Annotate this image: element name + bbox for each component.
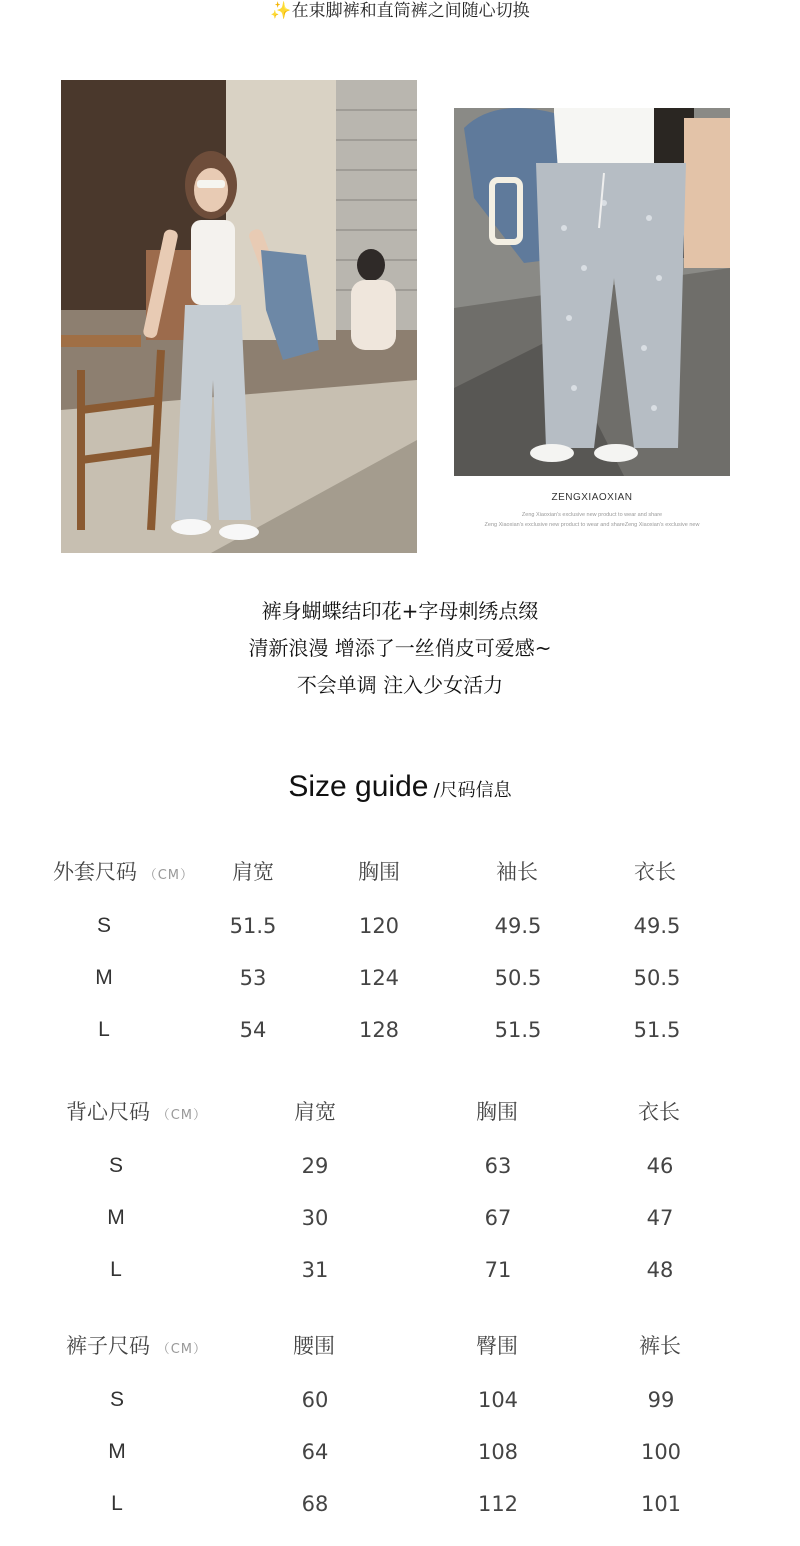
vest-s-chest: 63 bbox=[484, 1154, 512, 1178]
jacket-m-length: 50.5 bbox=[633, 966, 681, 990]
jacket-m-sleeve: 50.5 bbox=[494, 966, 542, 990]
top-caption: ✨在束脚裤和直筒裤之间随心切换 bbox=[270, 1, 530, 21]
vest-label-text: 背心尺码 bbox=[66, 1100, 150, 1124]
size-guide-title-cn: /尺码信息 bbox=[433, 780, 512, 801]
pants-l-hip: 112 bbox=[477, 1492, 519, 1516]
jacket-header-chest: 胸围 bbox=[358, 860, 400, 884]
description-line-3: 不会单调 注入少女活力 bbox=[296, 673, 504, 697]
product-photo-cafe bbox=[61, 80, 417, 553]
jacket-s-chest: 120 bbox=[358, 914, 400, 938]
jacket-size-l: L bbox=[98, 1018, 110, 1041]
pants-l-waist: 68 bbox=[301, 1492, 329, 1516]
jacket-l-chest: 128 bbox=[358, 1018, 400, 1042]
description-line-2: 清新浪漫 增添了一丝俏皮可爱感~ bbox=[248, 636, 552, 660]
jacket-s-shoulder: 51.5 bbox=[229, 914, 277, 938]
pants-header-waist: 腰围 bbox=[293, 1334, 335, 1358]
pants-s-length: 99 bbox=[647, 1388, 675, 1412]
pants-size-m: M bbox=[108, 1440, 126, 1463]
vest-l-length: 48 bbox=[646, 1258, 674, 1282]
jacket-unit: （CM） bbox=[143, 868, 194, 883]
vest-l-shoulder: 31 bbox=[301, 1258, 329, 1282]
description-line-1: 裤身蝴蝶结印花+字母刺绣点缀 bbox=[261, 599, 539, 623]
pants-s-waist: 60 bbox=[301, 1388, 329, 1412]
jacket-table-label bbox=[53, 856, 194, 886]
pants-m-hip: 108 bbox=[477, 1440, 519, 1464]
pants-l-length: 101 bbox=[640, 1492, 682, 1516]
jacket-size-s: S bbox=[96, 914, 111, 937]
vest-m-shoulder: 30 bbox=[301, 1206, 329, 1230]
vest-header-shoulder: 肩宽 bbox=[294, 1100, 336, 1124]
product-photo-detail bbox=[454, 108, 730, 476]
vest-size-m: M bbox=[107, 1206, 125, 1229]
size-guide-title bbox=[0, 770, 800, 804]
vest-size-l: L bbox=[110, 1258, 122, 1281]
brand-name: ZENGXIAOXIAN bbox=[551, 492, 633, 503]
jacket-header-length: 衣长 bbox=[634, 860, 676, 884]
vest-header-length: 衣长 bbox=[638, 1100, 680, 1124]
jacket-m-chest: 124 bbox=[358, 966, 400, 990]
vest-s-shoulder: 29 bbox=[301, 1154, 329, 1178]
pants-m-length: 100 bbox=[640, 1440, 682, 1464]
jacket-header-shoulder: 肩宽 bbox=[232, 860, 274, 884]
pants-label-text: 裤子尺码 bbox=[66, 1334, 150, 1358]
brand-tagline-1: Zeng Xiaoxian's exclusive new product to wear and share bbox=[521, 512, 663, 518]
pants-m-waist: 64 bbox=[301, 1440, 329, 1464]
pants-s-hip: 104 bbox=[477, 1388, 519, 1412]
brand-tagline-2: Zeng Xiaoxian's exclusive new product to wear and shareZeng Xiaoxian's exclusive new bbox=[484, 522, 700, 528]
jacket-l-shoulder: 54 bbox=[239, 1018, 267, 1042]
jacket-size-m: M bbox=[95, 966, 113, 989]
pants-unit: （CM） bbox=[156, 1342, 207, 1357]
jacket-label-text: 外套尺码 bbox=[53, 860, 137, 884]
jacket-l-length: 51.5 bbox=[633, 1018, 681, 1042]
vest-m-chest: 67 bbox=[484, 1206, 512, 1230]
jacket-m-shoulder: 53 bbox=[239, 966, 267, 990]
vest-header-chest: 胸围 bbox=[476, 1100, 518, 1124]
jacket-header-sleeve: 袖长 bbox=[496, 860, 538, 884]
jacket-s-length: 49.5 bbox=[633, 914, 681, 938]
jacket-l-sleeve: 51.5 bbox=[494, 1018, 542, 1042]
vest-unit: （CM） bbox=[156, 1108, 207, 1123]
jacket-s-sleeve: 49.5 bbox=[494, 914, 542, 938]
pants-size-s: S bbox=[109, 1388, 124, 1411]
pants-size-l: L bbox=[111, 1492, 123, 1515]
pants-table-label bbox=[66, 1330, 207, 1360]
vest-l-chest: 71 bbox=[484, 1258, 512, 1282]
vest-size-s: S bbox=[108, 1154, 123, 1177]
pants-header-hip: 臀围 bbox=[476, 1334, 518, 1358]
vest-m-length: 47 bbox=[646, 1206, 674, 1230]
vest-s-length: 46 bbox=[646, 1154, 674, 1178]
size-guide-title-en: Size guide bbox=[288, 770, 429, 803]
pants-header-length: 裤长 bbox=[639, 1334, 681, 1358]
vest-table-label bbox=[66, 1096, 207, 1126]
